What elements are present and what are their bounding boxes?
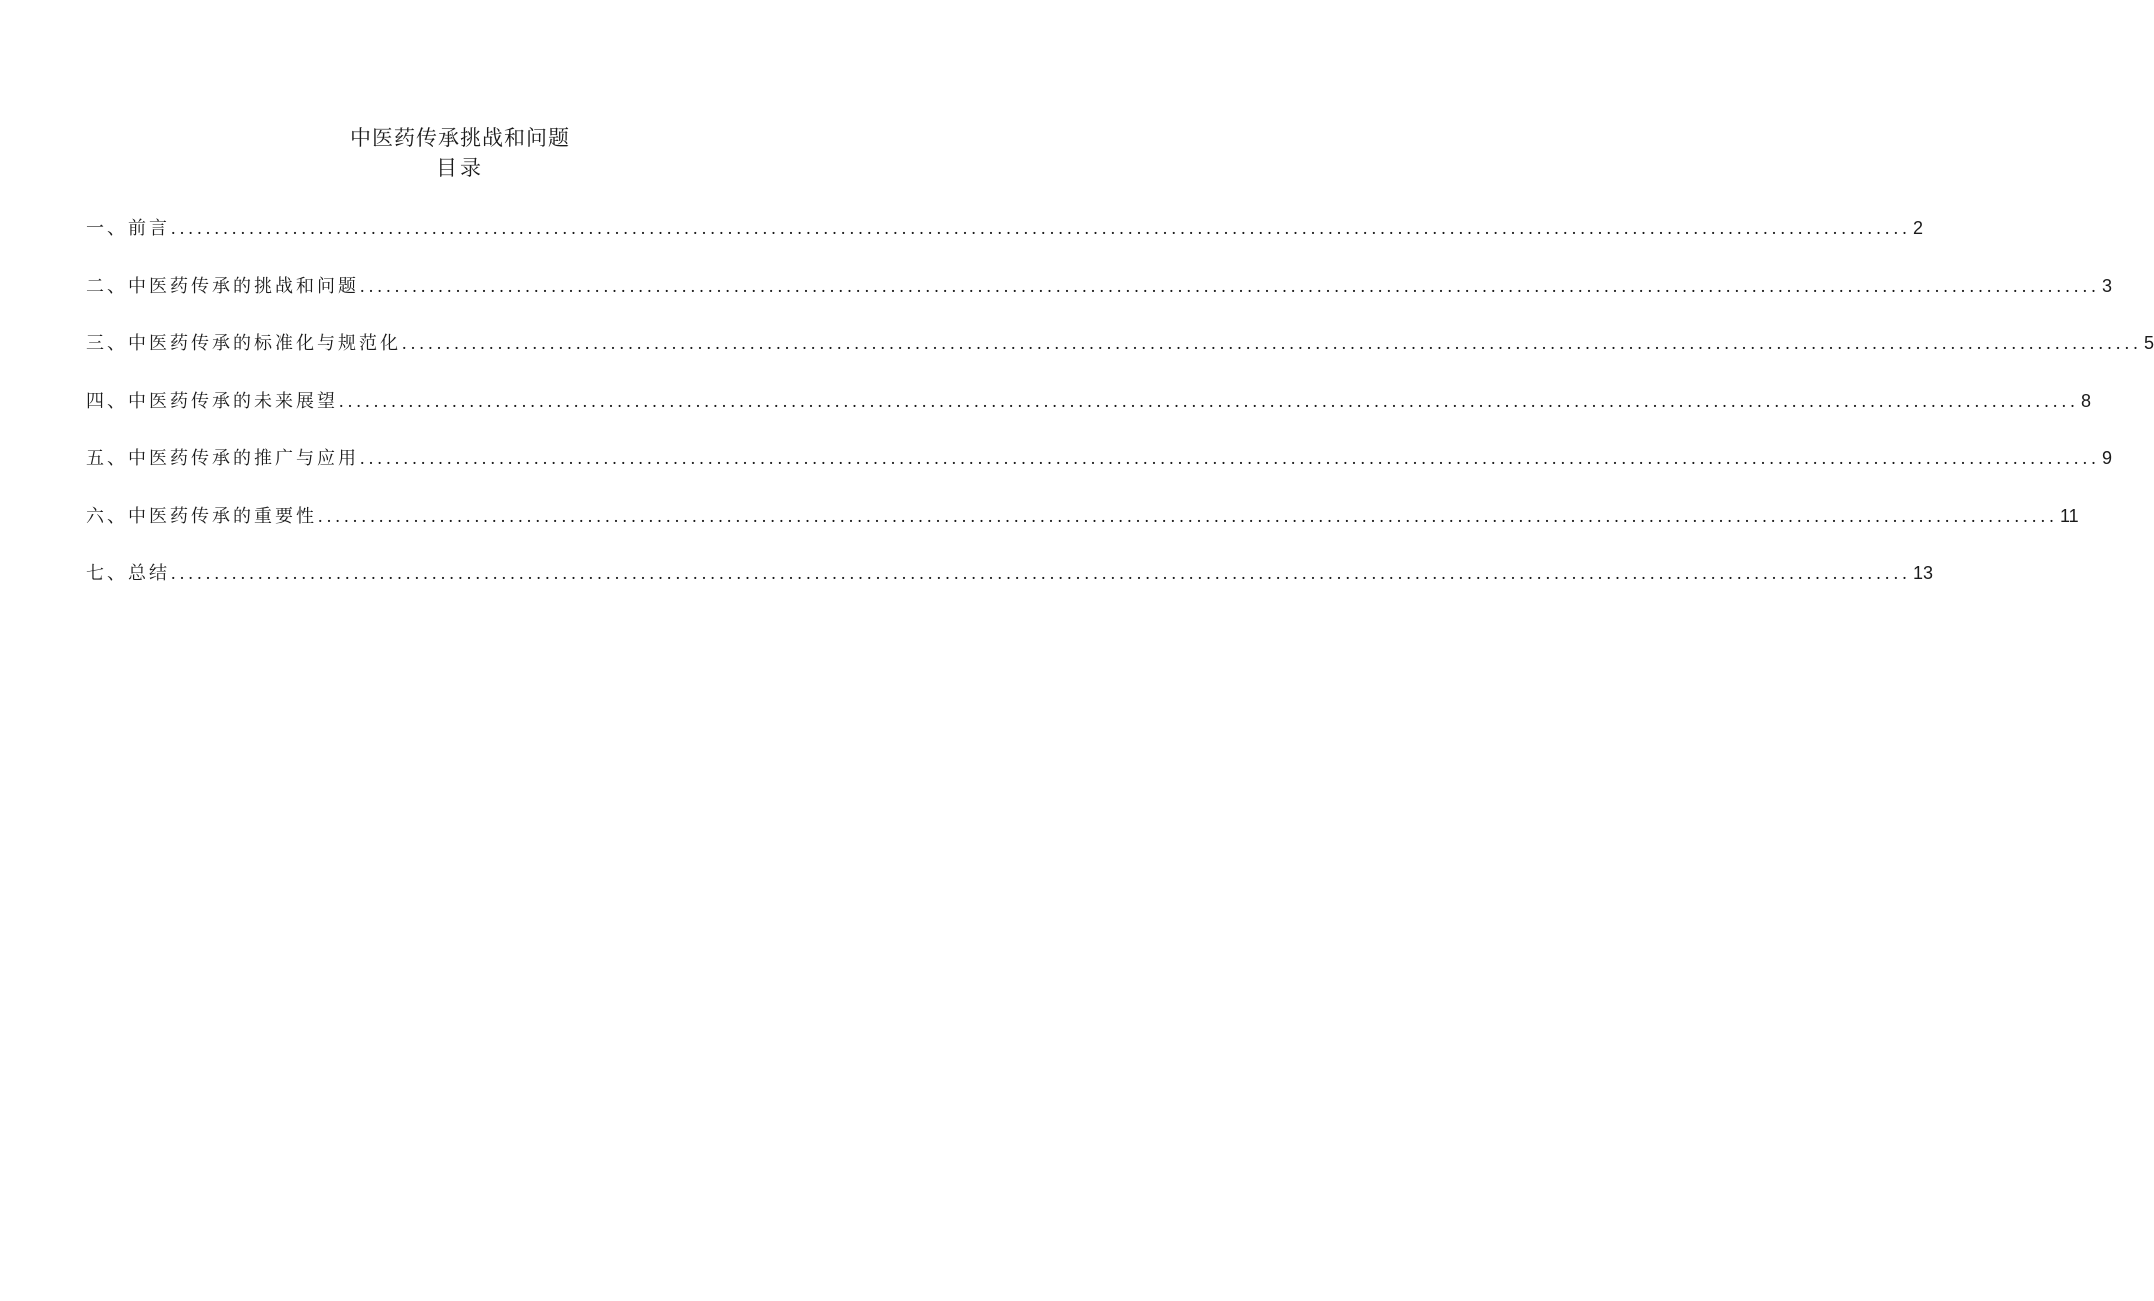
toc-entry-label: 四、中医药传承的未来展望 [86,390,338,412]
toc-entry-standardization[interactable] [86,329,2154,387]
document-title: 中医药传承挑战和问题 [350,126,570,150]
dot-leader: ........................................................................................................................................................................................................ [339,390,2079,411]
toc-entry-challenges[interactable] [86,272,2113,330]
toc-entry-label: 七、总结 [86,563,170,584]
toc-entry-promotion[interactable] [86,444,2113,502]
dot-leader: ........................................................................................................................................................................................................ [402,333,2142,353]
toc-entry-outlook[interactable] [86,387,2092,445]
toc-entry-label: 三、中医药传承的标准化与规范化 [86,333,401,354]
toc-page-number: 3 [2102,275,2113,296]
dot-leader: ........................................................................................................................................................................................................ [360,275,2100,296]
dot-leader: ........................................................................................................................................................................................................ [318,505,2058,526]
table-of-contents [86,214,2154,617]
toc-entry-label: 六、中医药传承的重要性 [86,505,317,527]
dot-leader: ........................................................................................................................................................................................................ [171,218,1911,238]
toc-entry-preface[interactable] [86,214,1924,272]
toc-page-number: 5 [2144,333,2154,353]
dot-leader: ........................................................................................................................................................................................................ [171,563,1911,583]
toc-entry-importance[interactable] [86,502,2079,560]
toc-page-number: 13 [1913,563,1934,583]
toc-heading: 目录 [436,156,484,180]
toc-entry-summary[interactable] [86,559,1934,617]
toc-page-number: 9 [2102,448,2113,468]
toc-page-number: 2 [1913,218,1924,238]
toc-entry-label: 五、中医药传承的推广与应用 [86,448,359,469]
toc-entry-label: 一、前言 [86,218,170,239]
toc-page-number: 11 [2060,505,2079,526]
dot-leader: ........................................................................................................................................................................................................ [360,448,2100,468]
toc-page-number: 8 [2081,390,2092,411]
toc-entry-label: 二、中医药传承的挑战和问题 [86,275,359,297]
